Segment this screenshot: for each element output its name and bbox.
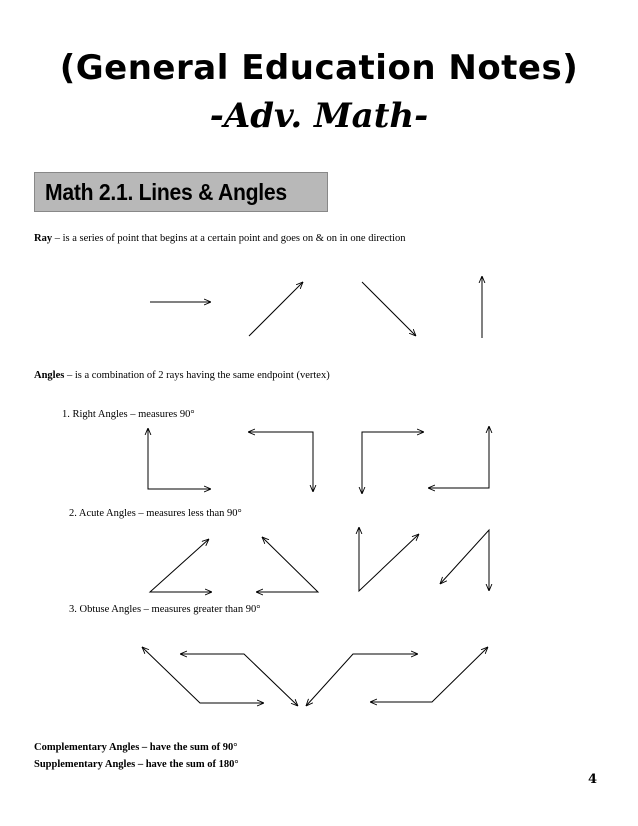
angles-term: Angles [34, 370, 65, 381]
acute-angle-figure-1 [150, 539, 212, 592]
obtuse-angle-figure-3 [306, 654, 418, 706]
right-angles-label: 1. Right Angles – measures 90° [62, 409, 195, 420]
complementary-angles-text: Complementary Angles – have the sum of 90° [34, 742, 238, 753]
right-angle-figure-3 [362, 432, 424, 494]
ray-figure-down-right [362, 282, 416, 336]
angles-definition-text: – is a combination of 2 rays having the same endpoint (vertex) [64, 370, 330, 381]
section-heading: Math 2.1. Lines & Angles [45, 178, 287, 205]
obtuse-angle-figure-2 [180, 654, 298, 706]
ray-term: Ray [34, 233, 53, 244]
ray-definition-text: – is a series of point that begins at a certain point and goes on & on in one direction [52, 233, 406, 244]
right-angle-figure-4 [428, 426, 489, 488]
acute-angles-label: 2. Acute Angles – measures less than 90° [69, 508, 242, 519]
acute-angle-figure-3 [359, 527, 419, 591]
right-angle-figure-1 [148, 428, 211, 489]
supplementary-angles-text: Supplementary Angles – have the sum of 180° [34, 759, 239, 770]
acute-angle-figure-2 [256, 537, 318, 592]
acute-angle-figure-4 [440, 530, 489, 591]
page-title: (General Education Notes) [59, 48, 579, 88]
page-subtitle: -Adv. Math- [209, 96, 429, 136]
page-number: 4 [588, 772, 598, 787]
right-angle-figure-2 [248, 432, 313, 492]
ray-figure-up-right [249, 282, 303, 336]
obtuse-angles-label: 3. Obtuse Angles – measures greater than 90° [69, 604, 261, 615]
obtuse-angle-figure-4 [370, 647, 488, 702]
